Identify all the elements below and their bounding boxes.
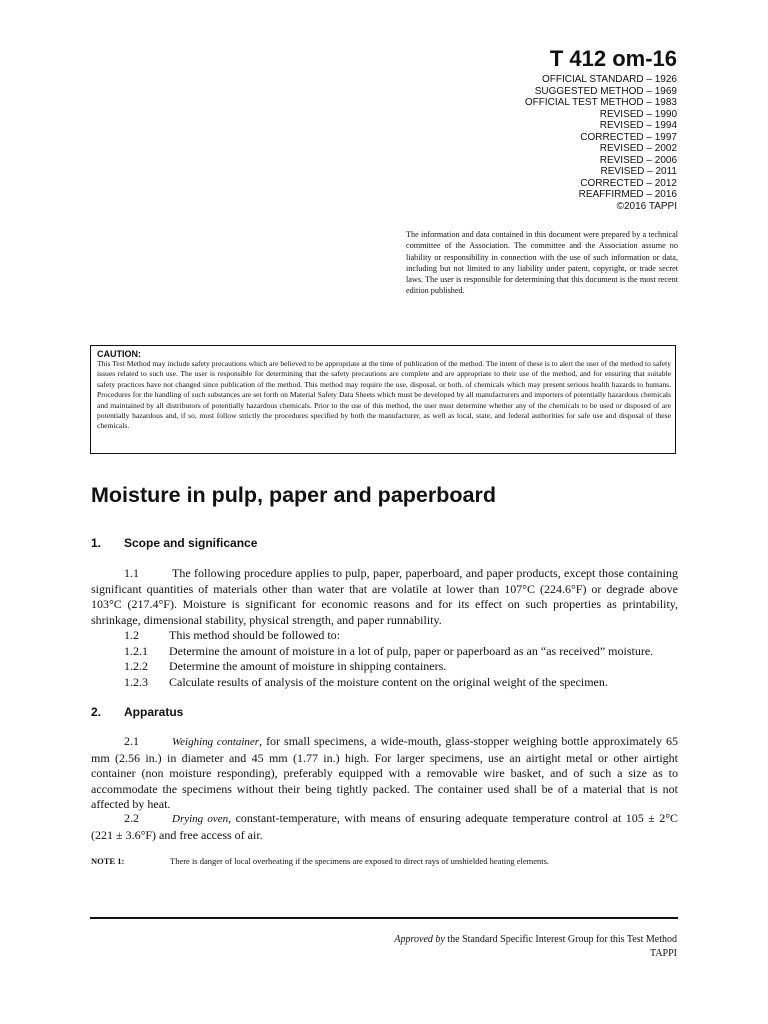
history-line: REAFFIRMED – 2016 [578, 189, 677, 200]
section-title: Scope and significance [124, 536, 258, 550]
approval-text: the Standard Specific Interest Group for this Test Method [444, 934, 677, 945]
paragraph-2-2 [91, 811, 678, 843]
history-line: CORRECTED – 2012 [580, 177, 677, 189]
history-line: REVISED – 2011 [600, 166, 677, 177]
document-id: T 412 om-16 [549, 46, 677, 71]
item-number: 1.2 [124, 628, 139, 642]
approval-line [394, 933, 677, 947]
footer-divider [90, 917, 678, 919]
revision-history [525, 74, 677, 212]
note-1 [91, 856, 678, 866]
item-text: This method should be followed to: [169, 628, 340, 642]
paragraph-1-1 [91, 566, 678, 628]
paragraph-number: 2.2 [124, 811, 139, 825]
list-item [124, 675, 608, 690]
item-number: 1.2.3 [124, 675, 148, 689]
approved-by-label: Approved by [394, 934, 445, 945]
history-line: REVISED – 2006 [599, 154, 677, 166]
disclaimer-text: The information and data contained in this document were prepared by a technical committee of the Association. The committee and the Association assume no liability or responsibility in connection with the use of such information or data, including but not limited to any liability under patent, copyright, or trade secret laws. The user is responsible for determining that this document is the most recent edition published. [406, 230, 678, 296]
paragraph-text: , constant-temperature, with means of ensuring adequate temperature control at 105 ± 2°C (221 ± 3.6°F) and free access of air. [91, 811, 678, 842]
section-1-heading [91, 536, 257, 550]
footer [394, 933, 677, 961]
history-line: OFFICIAL STANDARD – 1926 [541, 74, 677, 85]
section-number: 1. [91, 536, 102, 550]
term-weighing-container: Weighing container [172, 736, 260, 748]
paragraph-number: 1.1 [124, 566, 139, 580]
history-line: OFFICIAL TEST METHOD – 1983 [524, 97, 677, 108]
history-line: CORRECTED – 1997 [580, 131, 677, 143]
note-label: NOTE 1: [91, 856, 125, 866]
history-line: SUGGESTED METHOD – 1969 [534, 85, 677, 97]
history-line: REVISED – 1994 [599, 120, 677, 131]
list-item [124, 644, 653, 659]
paragraph-text: The following procedure applies to pulp, paper, paperboard, and paper products, except those containing significant quantities of materials other than water that are volatile at lower than 107°C (224.6°F) or degrade above 103°C (217.4°F). Moisture is significant for economic reasons and for its effect on such properties as printability, shrinkage, dimensional stability, physical strength, and paper runnability. [91, 566, 678, 627]
section-2-heading [91, 705, 183, 719]
item-number: 1.2.1 [124, 644, 148, 658]
item-number: 1.2.2 [124, 659, 148, 673]
history-line: REVISED – 2002 [599, 143, 677, 154]
paragraph-2-1 [91, 734, 678, 813]
term-drying-oven: Drying oven [172, 813, 229, 825]
paragraph-text: , for small specimens, a wide-mouth, glass-stopper weighing bottle approximately 65 mm (2.56 in.) in diameter and 45 mm (1.77 in.) high. For larger specimens, use an airtight metal or other airtight container (non moisture responding), preferably equipped with a removable wire basket, and of such a size as to accommodate the specimens without their being tightly packed. The container used shall be of a material that is not affected by heat. [91, 734, 678, 811]
section-number: 2. [91, 705, 102, 719]
item-text: Determine the amount of moisture in shipping containers. [169, 659, 447, 673]
history-line: REVISED – 1990 [599, 108, 677, 120]
paragraph-number: 2.1 [124, 734, 139, 748]
list-item [124, 628, 340, 643]
item-text: Calculate results of analysis of the moisture content on the original weight of the specimen. [169, 675, 608, 689]
list-item [124, 659, 446, 674]
item-text: Determine the amount of moisture in a lot of pulp, paper or paperboard as an “as received” moisture. [169, 644, 654, 658]
section-title: Apparatus [124, 705, 184, 719]
note-text: There is danger of local overheating if the specimens are exposed to direct rays of unshielded heating elements. [170, 856, 550, 866]
caution-title: CAUTION: [97, 349, 141, 359]
caution-body: This Test Method may include safety precautions which are believed to be appropriate at the time of publication of the method. The intent of these is to alert the user of the method to safety issues related to such use. The user is responsible for determining that the safety precautions are complete and are appropriate to their use of the method, and for ensuring that suitable safety practices have not changed since publication of the method. This method may require the use, disposal, or both, of chemicals which may present serious health hazards to humans. Procedures for the handling of such substances are set forth on Material Safety Data Sheets which must be developed by all manufacturers and importers of potentially hazardous chemicals and maintained by all distributors of potentially hazardous chemicals. Prior to the use of this method, the user must determine whether any of the chemicals to be used or disposed of are potentially hazardous and, if so, must follow strictly the procedures specified by both the manufacturer, as well as local, state, and federal authorities for safe use and disposal of these chemicals. [97, 359, 671, 431]
footer-org: TAPPI [650, 948, 677, 959]
page-title: Moisture in pulp, paper and paperboard [91, 483, 496, 507]
copyright-line: ©2016 TAPPI [616, 200, 677, 212]
caution-box [90, 345, 676, 454]
